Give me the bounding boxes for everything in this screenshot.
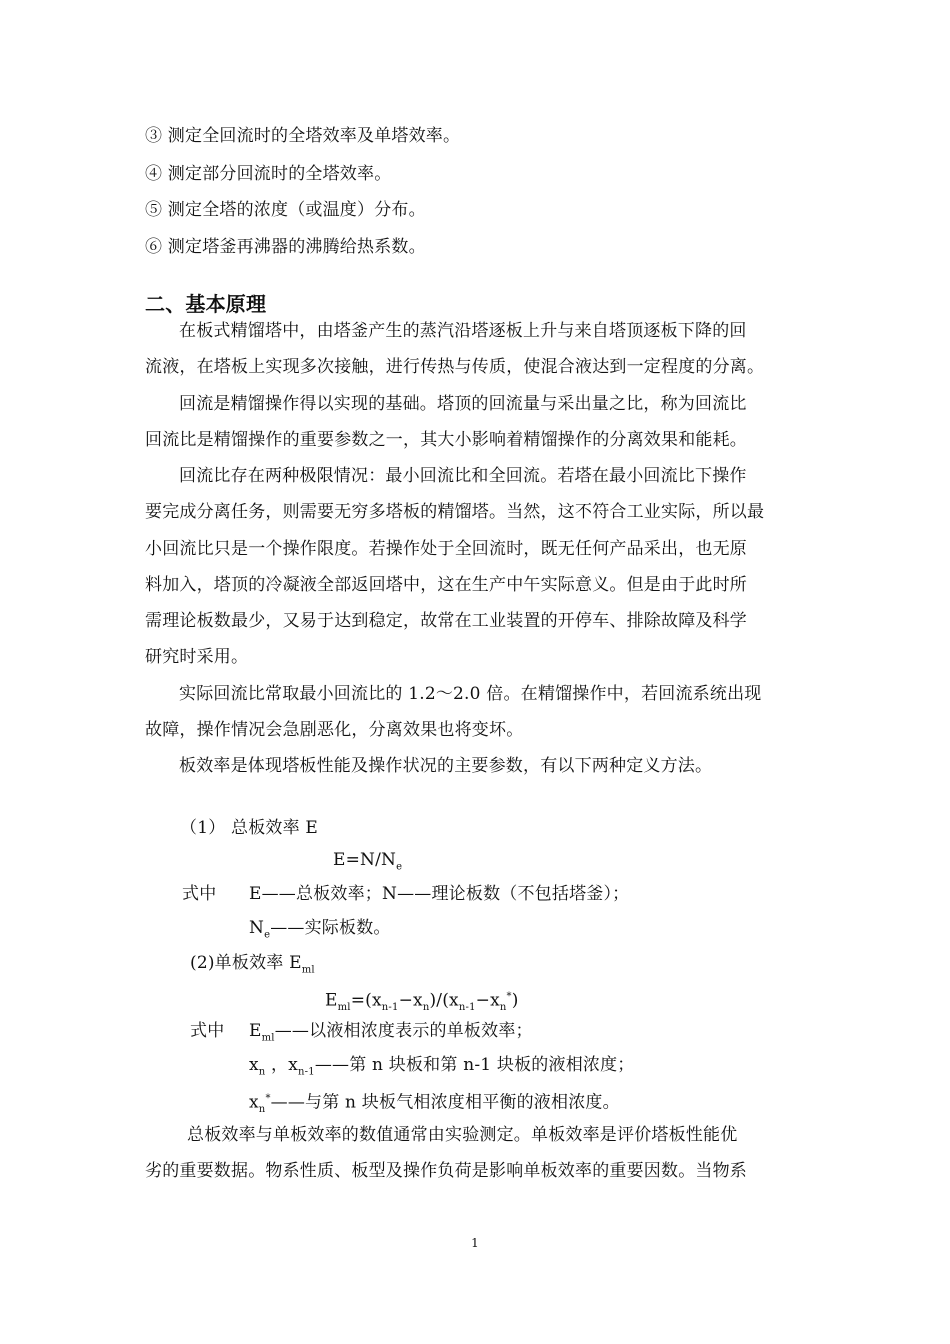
paragraph-line: 小回流比只是一个操作限度。若操作处于全回流时，既无任何产品采出，也无原	[145, 539, 747, 559]
paragraph-line: 要完成分离任务，则需要无穷多塔板的精馏塔。当然，这不符合工业实际，所以最	[145, 502, 765, 522]
where-definition: E——总板效率；N——理论板数（不包括塔釜）；	[249, 884, 630, 904]
where-definition: $N_e——$实际板数。	[249, 918, 391, 941]
paragraph-line: 研究时采用。	[145, 647, 249, 667]
paragraph-line: 回流比是精馏操作的重要参数之一，其大小影响着精馏操作的分离效果和能耗。	[145, 430, 747, 450]
paragraph-line: 劣的重要数据。物系性质、板型及操作负荷是影响单板效率的重要因数。当物系	[145, 1161, 747, 1181]
where-definition: $x_n^*——$与第 n 块板气相浓度相平衡的液相浓度。	[249, 1092, 620, 1116]
definition-label: （1） 总板效率 E	[180, 818, 319, 838]
paragraph-line: 总板效率与单板效率的数值通常由实验测定。单板效率是评价塔板性能优	[187, 1125, 738, 1145]
formula-total-efficiency: $E=N/N_e$	[333, 850, 403, 873]
where-definition: $x_n$ ，$x_{n-1}——$第 n 块板和第 n-1 块板的液相浓度；	[249, 1055, 635, 1078]
paragraph-line: 回流比存在两种极限情况：最小回流比和全回流。若塔在最小回流比下操作	[179, 466, 747, 486]
objective-item: ⑥ 测定塔釜再沸器的沸腾给热系数。	[145, 237, 426, 257]
where-label: 式中	[182, 884, 217, 904]
paragraph-line: 流液，在塔板上实现多次接触，进行传热与传质，使混合液达到一定程度的分离。	[145, 357, 765, 377]
section-title: 二、基本原理	[145, 292, 267, 316]
objective-item: ③ 测定全回流时的全塔效率及单塔效率。	[145, 126, 461, 146]
paragraph-line: 实际回流比常取最小回流比的 1.2～2.0 倍。在精馏操作中，若回流系统出现	[179, 684, 762, 704]
paragraph-line: 板效率是体现塔板性能及操作状况的主要参数，有以下两种定义方法。	[179, 756, 713, 776]
paragraph-line: 料加入，塔顶的冷凝液全部返回塔中，这在生产中午实际意义。但是由于此时所	[145, 575, 747, 595]
definition-label: (2)单板效率 $E_{ml}$	[190, 953, 315, 976]
paragraph-line: 需理论板数最少，又易于达到稳定，故常在工业装置的开停车、排除故障及科学	[145, 611, 747, 631]
page-number: 1	[471, 1236, 479, 1250]
paragraph-line: 回流是精馏操作得以实现的基础。塔顶的回流量与采出量之比，称为回流比	[179, 394, 747, 414]
objective-item: ④ 测定部分回流时的全塔效率。	[145, 164, 392, 184]
where-definition: $E_{ml}——$以液相浓度表示的单板效率；	[249, 1021, 533, 1044]
paragraph-line: 故障，操作情况会急剧恶化，分离效果也将变坏。	[145, 720, 524, 740]
formula-single-plate-efficiency: $E_{ml}=(x_{n-1}-x_n)/(x_{n-1}-x_n^*)$	[325, 990, 519, 1014]
objective-item: ⑤ 测定全塔的浓度（或温度）分布。	[145, 200, 426, 220]
where-label: 式中	[190, 1021, 225, 1041]
paragraph-line: 在板式精馏塔中，由塔釜产生的蒸汽沿塔逐板上升与来自塔顶逐板下降的回	[179, 321, 747, 341]
